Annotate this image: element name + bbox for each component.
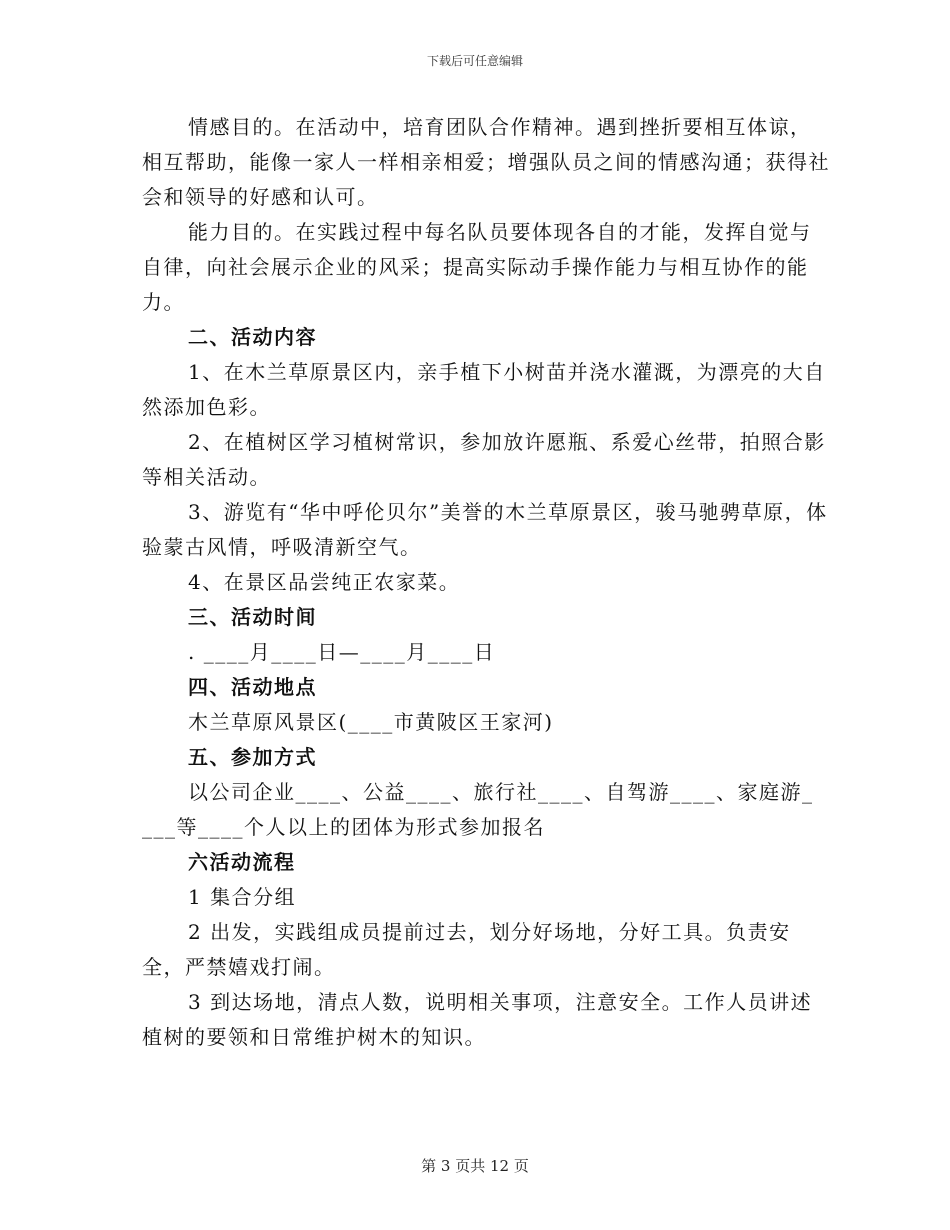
- flow-item-2: 2 出发，实践组成员提前过去，划分好场地，分好工具。负责安全，严禁嬉戏打闹。: [142, 920, 791, 979]
- document-body: [142, 110, 832, 1055]
- heading-activity-time: 三、活动时间: [188, 605, 317, 629]
- content-item-1: 1、在木兰草原景区内，亲手植下小树苗并浇水灌溉，为漂亮的大自然添加色彩。: [142, 360, 826, 419]
- page-header: 下载后可任意编辑: [426, 54, 523, 68]
- heading-activity-flow: 六活动流程: [188, 850, 296, 874]
- content-item-2: 2、在植树区学习植树常识，参加放许愿瓶、系爱心丝带，拍照合影等相关活动。: [142, 430, 826, 489]
- content-item-3: 3、游览有“华中呼伦贝尔”美誉的木兰草原景区，骏马驰骋草原，体验蒙古风情，呼吸清新空气。: [142, 500, 828, 559]
- activity-time-text: . ____月____日—____月____日: [188, 640, 496, 664]
- paragraph-ability-goal: 能力目的。在实践过程中每名队员要体现各自的才能，发挥自觉与自律，向社会展示企业的风采；提高实际动手操作能力与相互协作的能力。: [142, 220, 812, 314]
- activity-place-text: 木兰草原风景区(____市黄陂区王家河): [188, 710, 554, 734]
- participation-text: 以公司企业____、公益____、旅行社____、自驾游____、家庭游_ ___等____个人以上的团体为形式参加报名: [142, 780, 814, 839]
- flow-item-1: 1 集合分组: [188, 885, 297, 909]
- content-item-4: 4、在景区品尝纯正农家菜。: [188, 570, 461, 594]
- page-footer: 第 3 页共 12 页: [421, 1157, 529, 1175]
- heading-participation: 五、参加方式: [188, 745, 317, 769]
- heading-activity-place: 四、活动地点: [188, 675, 317, 699]
- paragraph-emotional-goal: 情感目的。在活动中，培育团队合作精神。遇到挫折要相互体谅，相互帮助，能像一家人一样相亲相爱；增强队员之间的情感沟通；获得社会和领导的好感和认可。: [142, 115, 830, 209]
- heading-activity-content: 二、活动内容: [188, 325, 317, 349]
- flow-item-3: 3 到达场地，清点人数，说明相关事项，注意安全。工作人员讲述植树的要领和日常维护树木的知识。: [142, 990, 813, 1049]
